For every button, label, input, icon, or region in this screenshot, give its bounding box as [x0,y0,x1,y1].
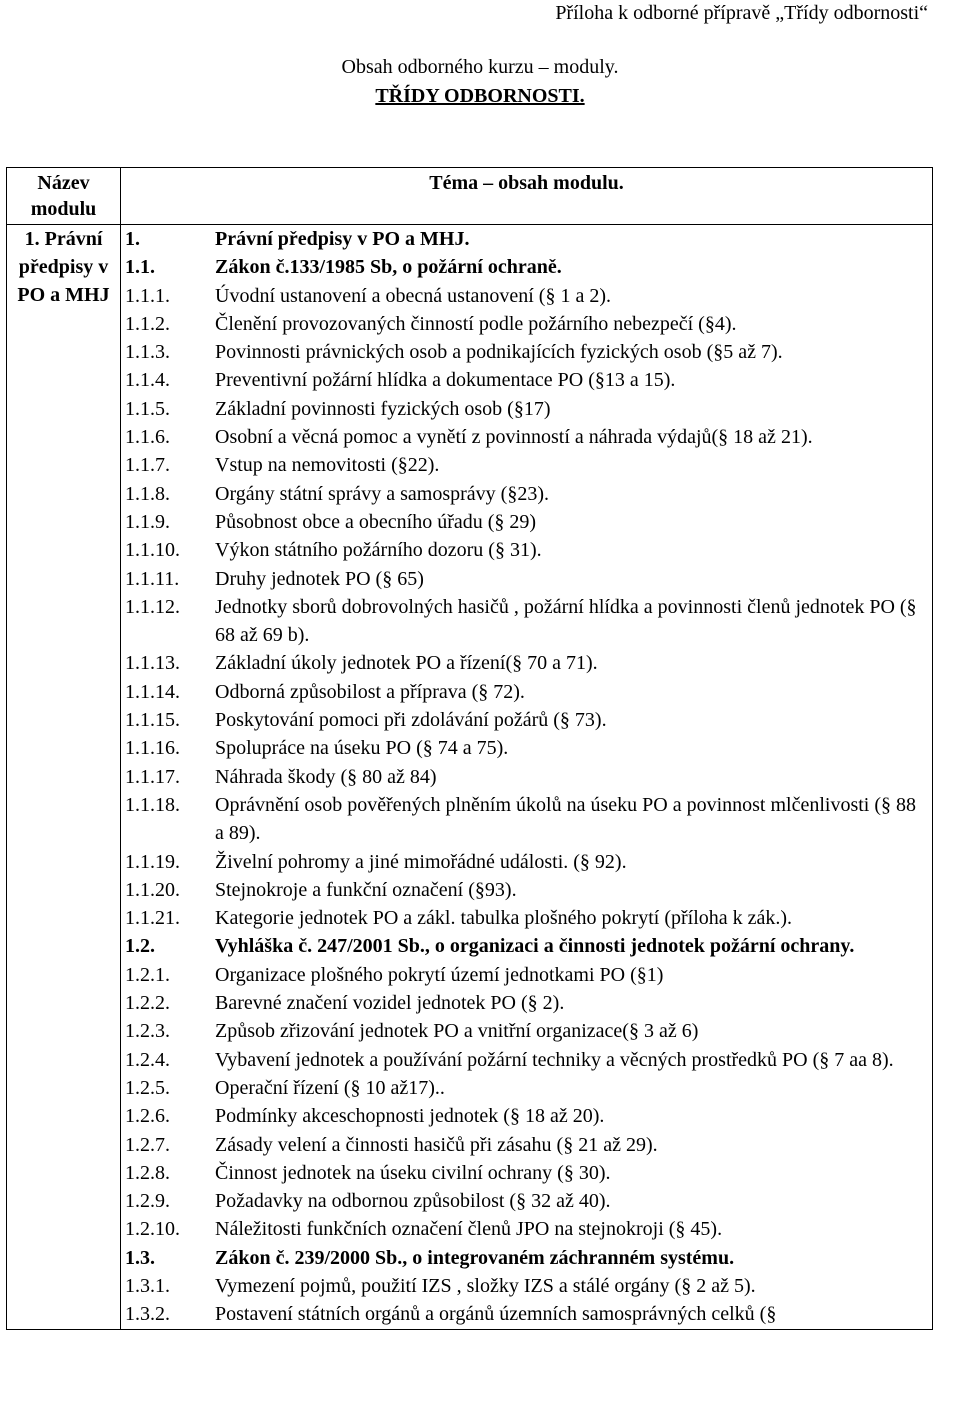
list-item [121,508,932,536]
item-number: 1.1.20. [125,878,180,901]
item-text: Náležitosti funkčních označení členů JPO na stejnokroji (§ 45). [215,1218,723,1241]
item-number: 1.1.6. [125,426,170,449]
item-number: 1.2.10. [125,1218,180,1241]
item-number: 1.1.14. [125,680,180,703]
item-text: Osobní a věcná pomoc a vynětí z povinností a náhrada výdajů(§ 18 až 21). [215,426,813,449]
topic-list [121,225,933,1330]
list-item [121,310,932,338]
item-text: Orgány státní správy a samosprávy (§23). [215,482,550,505]
list-item [121,593,932,650]
list-item [121,876,932,904]
item-number: 1.1.13. [125,652,180,675]
list-item [121,989,932,1017]
item-text: Náhrada škody (§ 80 až 84) [215,765,437,788]
list-item [121,1300,932,1328]
item-number: 1.1.18. [125,793,180,816]
list-item [121,338,932,366]
item-number: 1.1.12. [125,595,180,618]
list-item [121,395,932,423]
item-text: Požadavky na odbornou způsobilost (§ 32 až 40). [215,1190,611,1213]
item-text: Zásady velení a činnosti hasičů při zásahu (§ 21 až 29). [215,1133,658,1156]
item-number: 1.1.19. [125,850,180,873]
item-number: 1.2.8. [125,1161,170,1184]
table-row [7,225,933,1330]
list-item [121,536,932,564]
item-number: 1.3. [125,1246,155,1269]
list-item [121,1187,932,1215]
item-number: 1.2.2. [125,992,170,1015]
item-text: Stejnokroje a funkční označení (§93). [215,878,517,901]
item-number: 1.1.11. [125,567,180,590]
item-text: Odborná způsobilost a příprava (§ 72). [215,680,525,703]
list-item [121,961,932,989]
item-text: Organizace plošného pokrytí území jednotkami PO (§1) [215,963,664,986]
item-number: 1.2.7. [125,1133,170,1156]
item-number: 1.1.17. [125,765,180,788]
item-text: Kategorie jednotek PO a zákl. tabulka plošného pokrytí (příloha k zák.). [215,907,793,930]
item-number: 1.1.15. [125,709,180,732]
list-item [121,451,932,479]
list-item [121,1215,932,1243]
list-item [121,225,932,253]
item-number: 1.2.6. [125,1105,170,1128]
list-item [121,649,932,677]
item-text: Činnost jednotek na úseku civilní ochrany (§ 30). [215,1161,611,1184]
column-header-module-name: Název modulu [7,168,121,225]
item-number: 1.1.5. [125,397,170,420]
list-item [121,366,932,394]
item-text: Postavení státních orgánů a orgánů územních samosprávných celků (§ [215,1303,777,1326]
list-item [121,848,932,876]
list-item [121,763,932,791]
list-item [121,253,932,281]
list-item [121,678,932,706]
list-item [121,423,932,451]
item-number: 1.1.21. [125,907,180,930]
appendix-note: Příloha k odborné přípravě „Třídy odbornosti“ [555,2,928,24]
item-number: 1.1.4. [125,369,170,392]
item-number: 1.1.9. [125,510,170,533]
list-item [121,1046,932,1074]
item-text: Zákon č. 239/2000 Sb., o integrovaném záchranném systému. [215,1246,735,1269]
item-number: 1.1. [125,256,155,279]
item-number: 1.1.7. [125,454,170,477]
item-text: Poskytování pomoci při zdolávání požárů (§ 73). [215,709,607,732]
item-text: Výkon státního požárního dozoru (§ 31). [215,539,542,562]
item-number: 1. [125,228,140,250]
item-text: Operační řízení (§ 10 až17).. [215,1076,445,1099]
item-number: 1.2.9. [125,1190,170,1213]
list-item [121,791,932,848]
item-text: Vybavení jednotek a používání požární techniky a věcných prostředků PO (§ 7 aa 8). [215,1048,894,1071]
list-item [121,1017,932,1045]
item-text: Druhy jednotek PO (§ 65) [215,567,424,590]
list-item [121,480,932,508]
list-item [121,1272,932,1300]
list-item [121,734,932,762]
item-text: Jednotky sborů dobrovolných hasičů , požární hlídka a povinnosti členů jednotek PO (§ 68 až 69 b). [215,595,917,647]
column-header-topic: Téma – obsah modulu. [121,168,933,225]
item-text: Vyhláška č. 247/2001 Sb., o organizaci a činnosti jednotek požární ochrany. [215,935,855,958]
item-text: Základní povinnosti fyzických osob (§17) [215,397,551,420]
list-item [121,565,932,593]
item-number: 1.1.1. [125,284,170,307]
list-item [121,1244,932,1272]
item-text: Živelní pohromy a jiné mimořádné události. (§ 92). [215,850,627,873]
item-text: Základní úkoly jednotek PO a řízení(§ 70 a 71). [215,652,598,675]
item-text: Vstup na nemovitosti (§22). [215,454,440,477]
item-text: Preventivní požární hlídka a dokumentace PO (§13 a 15). [215,369,676,392]
item-number: 1.2.5. [125,1076,170,1099]
item-text: Spolupráce na úseku PO (§ 74 a 75). [215,737,509,760]
module-name-cell: 1. Právní předpisy v PO a MHJ [7,225,121,1330]
item-number: 1.1.3. [125,341,170,364]
document-title: TŘÍDY ODBORNOSTI. [375,85,585,107]
list-item [121,932,932,960]
list-item [121,706,932,734]
list-item [121,904,932,932]
item-text: Právní předpisy v PO a MHJ. [215,228,470,250]
item-number: 1.1.10. [125,539,180,562]
item-number: 1.2. [125,935,155,958]
item-text: Úvodní ustanovení a obecná ustanovení (§ 1 a 2). [215,284,612,307]
list-item [121,1131,932,1159]
item-number: 1.3.2. [125,1303,170,1326]
item-text: Povinnosti právnických osob a podnikajících fyzických osob (§5 až 7). [215,341,783,364]
item-number: 1.1.8. [125,482,170,505]
item-number: 1.2.1. [125,963,170,986]
module-table [6,167,933,1330]
item-text: Oprávnění osob pověřených plněním úkolů na úseku PO a povinnost mlčenlivosti (§ 88 a 89). [215,793,917,845]
item-text: Podmínky akceschopnosti jednotek (§ 18 až 20). [215,1105,605,1128]
list-item [121,1074,932,1102]
item-text: Barevné značení vozidel jednotek PO (§ 2). [215,992,565,1015]
item-number: 1.2.4. [125,1048,170,1071]
list-item [121,282,932,310]
item-text: Způsob zřizování jednotek PO a vnitřní organizace(§ 3 až 6) [215,1020,699,1043]
list-item [121,1102,932,1130]
item-text: Členění provozovaných činností podle požárního nebezpečí (§4). [215,312,737,335]
item-number: 1.1.2. [125,312,170,335]
item-text: Vymezení pojmů, použití IZS , složky IZS a stálé orgány (§ 2 až 5). [215,1274,756,1297]
list-item [121,1159,932,1187]
item-text: Působnost obce a obecního úřadu (§ 29) [215,510,537,533]
item-number: 1.3.1. [125,1274,170,1297]
item-number: 1.2.3. [125,1020,170,1043]
table-header-row [7,168,933,225]
item-text: Zákon č.133/1985 Sb, o požární ochraně. [215,256,562,279]
document-subtitle: Obsah odborného kurzu – moduly. [341,56,619,78]
item-number: 1.1.16. [125,737,180,760]
